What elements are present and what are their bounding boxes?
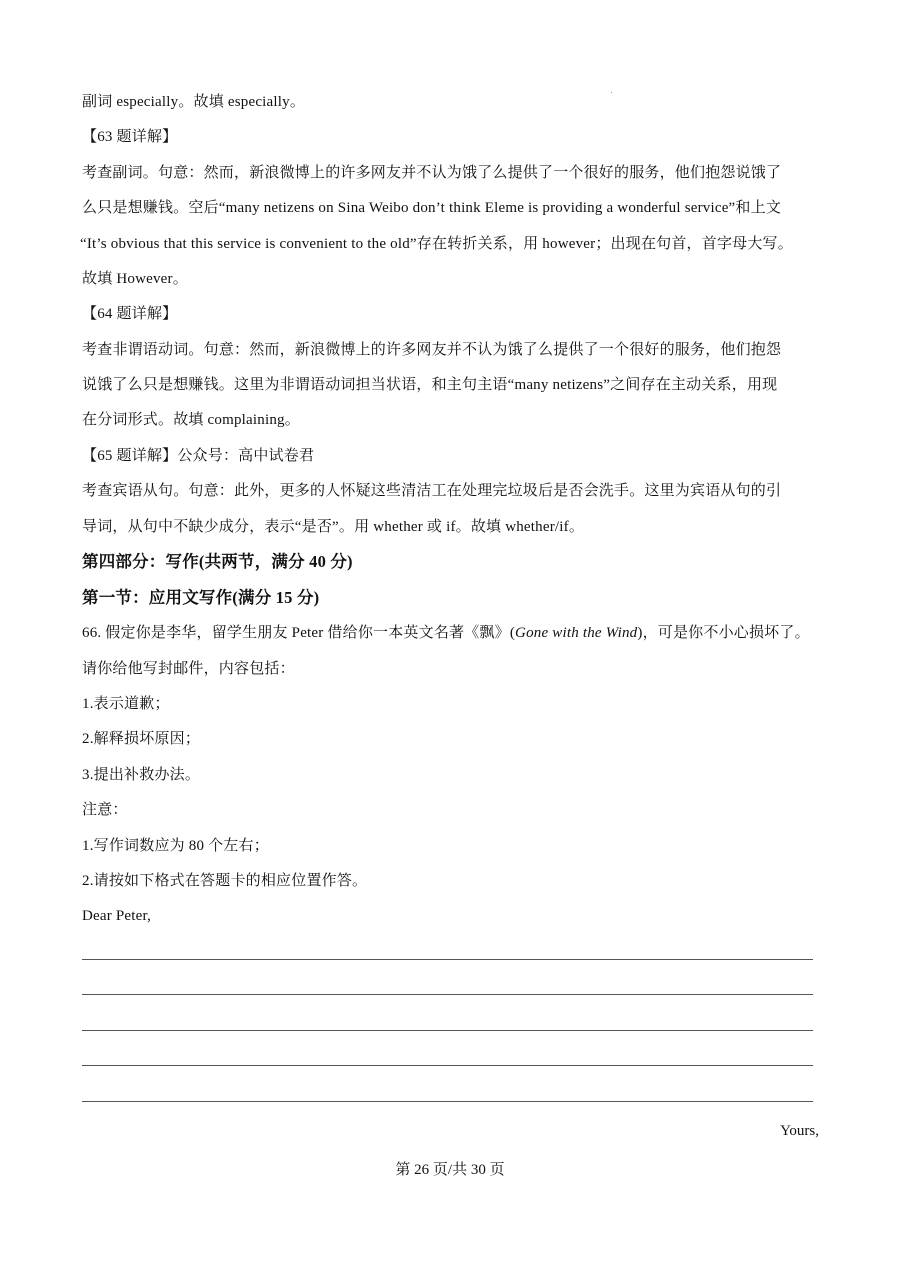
writing-line-4: [82, 1065, 813, 1066]
note-1: 1.写作词数应为 80 个左右；: [82, 838, 269, 854]
writing-line-3: [82, 1030, 813, 1031]
task-point-1: 1.表示道歉；: [82, 696, 170, 712]
salutation: Dear Peter,: [82, 908, 152, 924]
q65-explanation-line-1: 考查宾语从句。句意：此外，更多的人怀疑这些清洁工在处理完垃圾后是否会洗手。这里为宾语从句的引: [82, 483, 782, 499]
q63-answer: 故填 However。: [82, 271, 188, 287]
task-prompt-text: 66. 假定你是李华，留学生朋友 Peter 借给你一本英文名著《飘》(: [82, 625, 516, 641]
section-heading: 第四部分：写作(共两节，满分 40 分): [82, 552, 353, 571]
notes-label: 注意：: [82, 802, 128, 818]
q63-explanation-line-2: 么只是想赚钱。空后“many netizens on Sina Weibo don’t think Eleme is providing a wonderful service”和上文: [82, 200, 782, 216]
q65-explanation-line-2: 导词，从句中不缺少成分，表示“是否”。用 whether 或 if。故填 whether/if。: [82, 519, 585, 535]
q65-heading: 【65 题详解】公众号：高中试卷君: [82, 448, 315, 464]
closing: Yours,: [780, 1123, 819, 1139]
task-prompt-line-2: 请你给他写封邮件，内容包括：: [82, 661, 295, 677]
task-prompt-line-1: [82, 623, 810, 643]
q63-explanation-line-1: 考查副词。句意：然而，新浪微博上的许多网友并不认为饿了么提供了一个很好的服务，他们抱怨说饿了: [82, 165, 782, 181]
writing-line-2: [82, 994, 813, 995]
scan-speck: [611, 92, 612, 93]
q64-heading: 【64 题详解】: [82, 306, 178, 322]
answer-62-tail: 副词 especially。故填 especially。: [82, 94, 306, 110]
writing-line-5: [82, 1101, 813, 1102]
task-point-3: 3.提出补救办法。: [82, 767, 201, 783]
q63-explanation-line-3: “It’s obvious that this service is convenient to the old”存在转折关系，用 however；出现在句首，首字母大写。: [80, 236, 793, 252]
writing-line-1: [82, 959, 813, 960]
note-2: 2.请按如下格式在答题卡的相应位置作答。: [82, 873, 368, 889]
book-title: Gone with the Wind: [515, 625, 638, 641]
task-prompt-text-end: )，可是你不小心损坏了。: [637, 625, 810, 641]
subsection-heading: 第一节：应用文写作(满分 15 分): [82, 588, 320, 607]
q64-answer: 在分词形式。故填 complaining。: [82, 412, 300, 428]
page-footer: 第 26 页/共 30 页: [395, 1162, 505, 1178]
task-point-2: 2.解释损坏原因；: [82, 731, 201, 747]
q63-heading: 【63 题详解】: [82, 129, 178, 145]
q64-explanation-line-1: 考查非谓语动词。句意：然而，新浪微博上的许多网友并不认为饿了么提供了一个很好的服务，他们抱怨: [82, 342, 782, 358]
q64-explanation-line-2: 说饿了么只是想赚钱。这里为非谓语动词担当状语，和主句主语“many netizens”之间存在主动关系，用现: [82, 377, 778, 393]
